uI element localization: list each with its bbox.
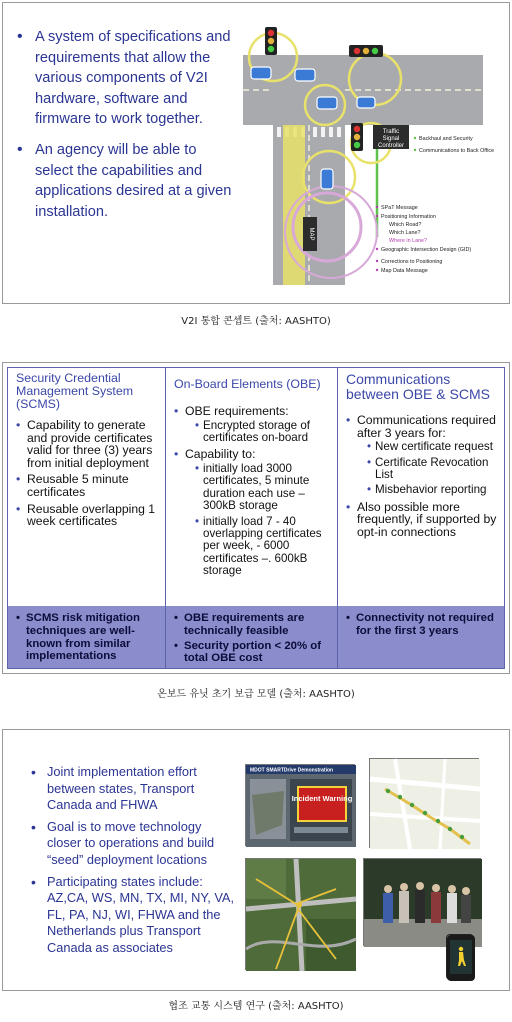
column-obe: [166, 368, 338, 606]
list-item: • Capability to: • initially load 3000 certificates, 5 minute duration each use – 300kB storage • initially load 7 - 40 overlapping certificates per week, - 6000 certificates –. 600kB storage: [174, 448, 333, 577]
smartdrive-screenshot: [245, 764, 355, 846]
v2i-bullet: • A system of specifications and requirements that allow the various components of V2I hardware, software and firmware to work together.: [17, 27, 237, 130]
sub-list-item: • Encrypted storage of certificates on-board: [185, 420, 333, 445]
column-title: Communications between OBE & SCMS: [346, 371, 490, 402]
list-item: • Also possible more frequently, if supported by opt-in connections: [346, 501, 500, 539]
footer-cell: [166, 606, 338, 668]
svg-text:Communications to Back Office: Communications to Back Office: [419, 148, 495, 154]
list-item: • Capability to generate and provide certificates valid for three (3) years from initial deployment: [16, 419, 161, 469]
traffic-signal-icon: [349, 45, 383, 57]
cooperative-bullet: • Goal is to move technology closer to operations and build “seed” deployment locations: [29, 819, 239, 869]
svg-text:Which Road?: Which Road?: [389, 222, 422, 228]
footer-item: • Connectivity not required for the first 3 years: [346, 612, 500, 638]
footer-cell: [338, 606, 504, 668]
caption-obe: 온보드 유닛 초기 보급 모델 (출처: AASHTO): [157, 689, 355, 700]
svg-text:Where in Lane?: Where in Lane?: [389, 238, 428, 244]
footer-item: • SCMS risk mitigation techniques are well-known from similar implementations: [16, 612, 161, 663]
footer-item: • Security portion < 20% of total OBE cost: [174, 640, 333, 666]
svg-text:Backhaul and Security: Backhaul and Security: [419, 136, 473, 142]
list-item: • OBE requirements: • Encrypted storage of certificates on-board: [174, 405, 333, 444]
cooperative-bullet: • Participating states include: AZ,CA, WS, MN, TX, MI, NY, VA, FL, PA, NJ, WI, FHWA and the Netherlands plus Transport Canada as associates: [29, 874, 239, 957]
cooperative-systems-slide: [2, 729, 510, 991]
list-item: • Reusable 5 minute certificates: [16, 473, 161, 498]
column-title: On-Board Elements (OBE): [174, 377, 321, 391]
cooperative-bullet: • Joint implementation effort between states, Transport Canada and FHWA: [29, 764, 239, 814]
caption-cooperative: 협조 교통 시스템 연구 (출처: AASHTO): [168, 1001, 344, 1012]
screenshot-title: MDOT SMARTDrive Demonstration: [250, 767, 334, 774]
svg-text:Corrections to Positioning: Corrections to Positioning: [381, 259, 443, 265]
traffic-signal-icon: [265, 27, 277, 55]
aerial-photo-image: [245, 858, 355, 970]
svg-text:Signal: Signal: [382, 136, 400, 142]
obe-table: [7, 367, 505, 669]
traffic-signal-icon: [351, 123, 363, 151]
cooperative-bullet-list: [29, 764, 239, 962]
svg-text:Map Data Message: Map Data Message: [381, 268, 428, 274]
svg-text:Positioning Information: Positioning Information: [381, 214, 436, 220]
sub-list-item: • Misbehavior reporting: [357, 484, 500, 496]
bottom-legend: [381, 205, 471, 274]
people-photo-image: [363, 858, 481, 946]
v2i-concept-slide: [2, 2, 510, 304]
footer-item: • OBE requirements are technically feasible: [174, 612, 333, 638]
caption-v2i: V2I 통합 콘셉트 (출처: AASHTO): [181, 316, 331, 327]
list-item: • Communications required after 3 years for: • New certificate request • Certificate Revocation List • Misbehavior reporting: [346, 414, 500, 497]
sub-list-item: • Certificate Revocation List: [357, 457, 500, 482]
v2i-bullet-list: [17, 27, 237, 232]
footer-cell: [8, 606, 166, 668]
controller-label: Traffic: [382, 129, 400, 135]
svg-text:SPaT Message: SPaT Message: [381, 205, 418, 211]
sub-list-item: • New certificate request: [357, 441, 500, 453]
column-communications: [338, 368, 504, 606]
incident-warning-label: Incident Warning: [291, 794, 353, 803]
column-scms: [8, 368, 166, 606]
v2i-bullet: • An agency will be able to select the capabilities and applications desired at a given installation.: [17, 140, 237, 222]
obe-deployment-slide: [2, 362, 510, 674]
smartphone-image: [446, 934, 474, 980]
column-title: Security Credential Management System (SCMS): [16, 371, 134, 411]
svg-text:Geographic Intersection Design: Geographic Intersection Design (GID): [381, 247, 472, 253]
svg-text:Which Lane?: Which Lane?: [389, 230, 421, 236]
list-item: • Reusable overlapping 1 week certificates: [16, 503, 161, 528]
sub-list-item: • initially load 3000 certificates, 5 minute duration each use – 300kB storage: [185, 463, 333, 513]
sub-list-item: • initially load 7 - 40 overlapping certificates per week, - 6000 certificates –. 600kB storage: [185, 516, 333, 578]
svg-text:Controller: Controller: [377, 143, 405, 149]
top-legend: [414, 136, 494, 154]
map-box-label: MAP: [308, 227, 314, 241]
intersection-diagram: [243, 27, 495, 285]
street-map-image: [369, 758, 479, 848]
